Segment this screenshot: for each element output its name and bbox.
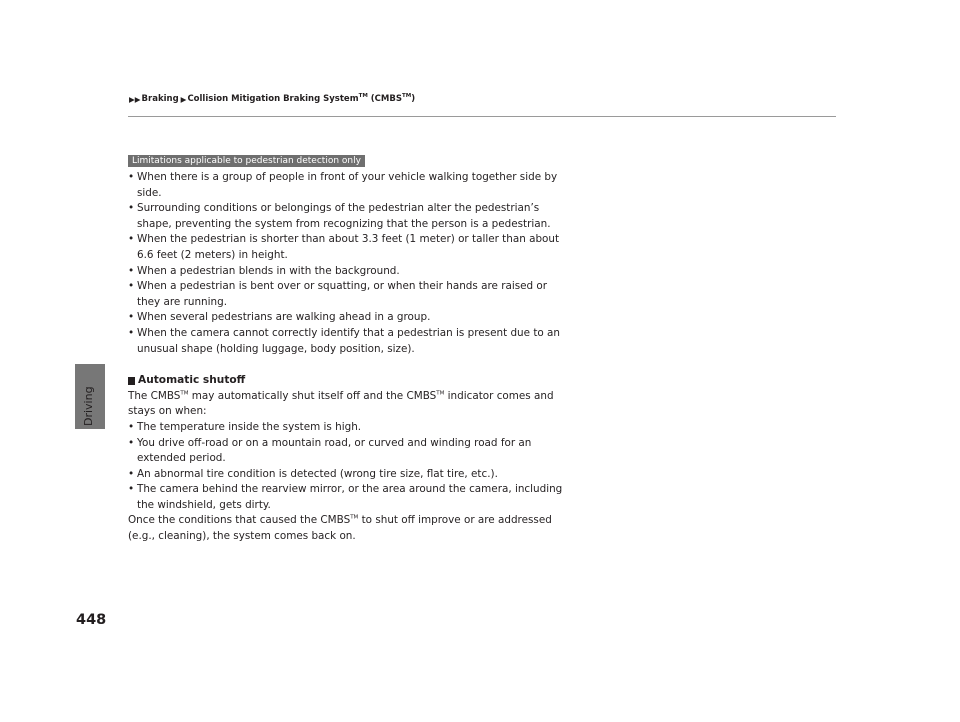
list-item: • When the pedestrian is shorter than about 3.3 feet (1 meter) or taller than about 6.6 feet (2 meters) in height. (128, 232, 568, 263)
list-item: • When a pedestrian blends in with the background. (128, 264, 568, 280)
shutoff-intro: The CMBS™ may automatically shut itself off and the CMBS™ indicator comes and stays on when: (128, 389, 554, 418)
list-item: • Surrounding conditions or belongings of the pedestrian alter the pedestrian’s shape, preventing the system from recognizing that the person is a pedestrian. (128, 201, 568, 232)
list-item: • When there is a group of people in front of your vehicle walking together side by side. (128, 170, 568, 201)
breadcrumb-cmbs[interactable]: Collision Mitigation Braking System™ (CMBS™) (187, 93, 416, 104)
arrow-right-icon: ▶ (180, 94, 187, 104)
breadcrumb (129, 94, 415, 104)
pedestrian-limitations-list (128, 170, 568, 357)
section-heading: Automatic shutoff (128, 373, 568, 389)
arrow-right-icon: ▶▶ (129, 94, 141, 104)
list-item: • When a pedestrian is bent over or squatting, or when their hands are raised or they are running. (128, 279, 568, 310)
shutoff-conditions-list (128, 420, 568, 514)
list-item: • When the camera cannot correctly identify that a pedestrian is present due to an unusual shape (holding luggage, body position, size). (128, 326, 568, 357)
header-divider (128, 116, 836, 117)
side-tab-label: Driving (82, 386, 95, 426)
list-item: • An abnormal tire condition is detected (wrong tire size, flat tire, etc.). (128, 467, 568, 483)
page-content (128, 170, 568, 545)
page-number: 448 (76, 612, 107, 628)
square-bullet-icon (128, 377, 135, 385)
shutoff-outro: Once the conditions that caused the CMBS™ to shut off improve or are addressed (e.g., cleaning), the system comes back on. (128, 514, 552, 543)
list-item: • You drive off-road or on a mountain road, or curved and winding road for an extended period. (128, 436, 568, 467)
section-tag: Limitations applicable to pedestrian detection only (128, 155, 365, 167)
list-item: • The camera behind the rearview mirror, or the area around the camera, including the windshield, gets dirty. (128, 482, 568, 513)
list-item: • When several pedestrians are walking ahead in a group. (128, 310, 568, 326)
list-item: • The temperature inside the system is high. (128, 420, 568, 436)
breadcrumb-braking[interactable]: Braking (141, 94, 179, 104)
